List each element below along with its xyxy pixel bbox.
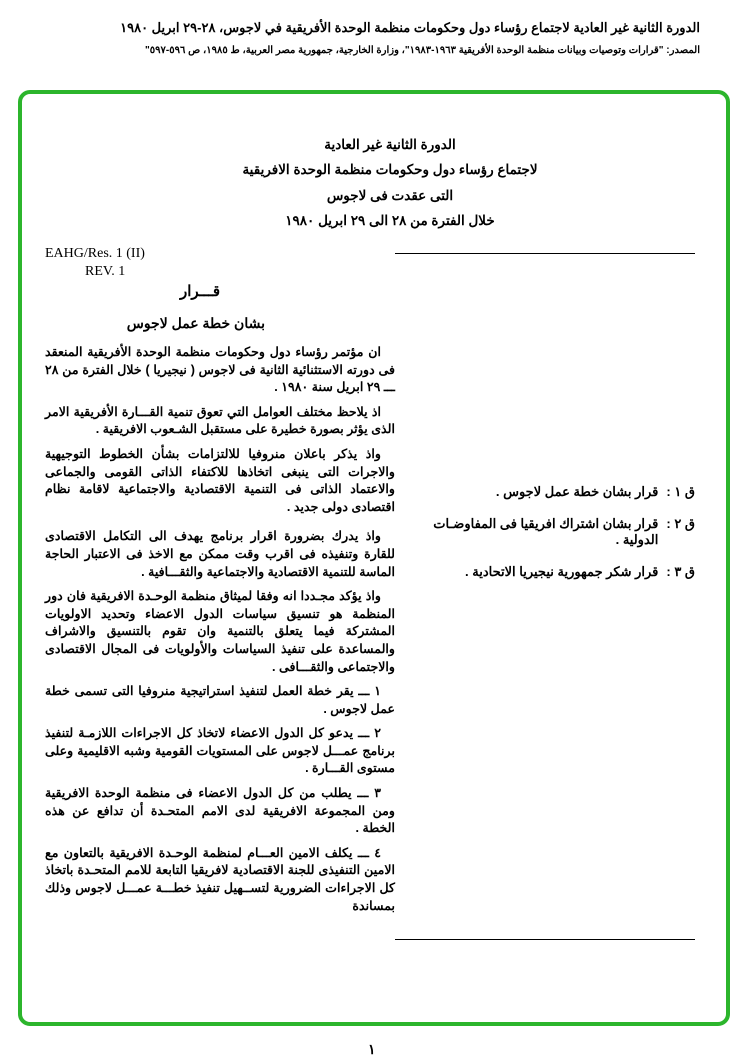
decision-subject: بشان خطة عمل لاجوس: [126, 315, 265, 331]
divider-bottom: [395, 939, 695, 940]
paragraph: واذ يذكر باعلان منروفيا للالتزامات بشأن الخطوط التوجيهية والاجرات التى ينبغى اتخاذها للاكتفاء الذاتى القومى والجماعى والاعتماد الذاتى فى التنمية الاقتصادية والاجتماعية لاقامة نظام اقتصادى دولى جديد .: [45, 446, 395, 514]
index-number: ق ١ :: [666, 484, 695, 499]
revision-label: REV. 1: [85, 264, 126, 279]
paragraph: ان مؤتمر رؤساء دول وحكومات منظمة الوحدة الأفريقية المنعقد فى دورته الاستثنائية الثانية فى لاجوس ( نيجيريا ) خلال الفترة من ٢٨ ـــ ٢٩ ابريل سنة ١٩٨٠ .: [45, 345, 395, 395]
paragraph: واذ يؤكد مجـددا انه وفقا لميثاق منظمة الوحـدة الافريقية فان دور المنظمة هو تنسيق سياسات الدول الاعضاء وتحديد الاولويات المشتركة فيما يتعلق بالتنمية وان تقوم بالتنسيق والاشراف والمساعدة على تنفيذ السياسات والأولويات فى المجال الاقتصادى والاجتماعى والثقـــافى .: [45, 589, 395, 674]
paragraph: اذ يلاحظ مختلف العوامل التي تعوق تنمية القـــارة الأفريقية الامر الذى يؤثر بصورة خطيرة على مستقبل الشـعوب الافريقية .: [45, 404, 395, 437]
doc-title-line: الدورة الثانية غير العادية: [324, 137, 456, 152]
index-item: [400, 564, 695, 580]
header-source: المصدر: "قرارات وتوصيات وبيانات منظمة الوحدة الأفريقية ١٩٦٣-١٩٨٣"، وزارة الخارجية، جمهورية مصر العربية، ط ١٩٨٥، ص ٥٩٦-٥٩٧": [145, 45, 700, 56]
index-item: [400, 516, 695, 548]
index-item: [400, 484, 695, 500]
paragraph: ٤ ـــ يكلف الامين العـــام لمنظمة الوحـدة الافريقية بالتعاون مع الامين التنفيذى للجنة الاقتصادية لافريقيا التابعة للامم المتحـدة باتخاذ كل الاجراءات الضرورية لتســهيل تنفيذ خطـــة عمـــل لاجوس وذلك بمساندة: [45, 845, 395, 913]
index-text: قرار بشان خطة عمل لاجوس .: [495, 484, 659, 499]
index-number: ق ٢ :: [666, 516, 695, 531]
divider-top: [395, 253, 695, 254]
paragraph: ٢ ـــ يدعو كل الدول الاعضاء لاتخاذ كل الاجراءات اللازمـة لتنفيذ برنامج عمـــل لاجوس على المستويات القومية وشبه الاقليمية وعلى مستوى القـــارة .: [45, 726, 395, 776]
paragraph: ٣ ـــ يطلب من كل الدول الاعضاء فى منظمة الوحدة الافريقية ومن المجموعة الافريقية لدى الامم المتحـدة أن تدافع عن هذه الخطة .: [45, 786, 395, 836]
index-number: ق ٣ :: [666, 564, 695, 579]
header-title: الدورة الثانية غير العادية لاجتماع رؤساء دول وحكومات منظمة الوحدة الأفريقية في لاجوس، ٢٨-٢٩ ابريل ١٩٨٠: [120, 20, 700, 35]
doc-title-line: خلال الفترة من ٢٨ الى ٢٩ ابريل ١٩٨٠: [285, 213, 495, 228]
doc-title-line: لاجتماع رؤساء دول وحكومات منظمة الوحدة الافريقية: [242, 162, 538, 177]
index-text: قرار بشان اشتراك افريقيا فى المفاوضـات الدولية .: [433, 516, 659, 547]
doc-title-line: التى عقدت فى لاجوس: [326, 188, 454, 203]
decision-heading: قـــرار: [179, 283, 221, 300]
resolution-body: [45, 344, 395, 922]
resolutions-index: [400, 484, 695, 596]
paragraph: ١ ـــ يقر خطة العمل لتنفيذ استراتيجية منروفيا التى تسمى خطة عمل لاجوس .: [45, 684, 395, 716]
resolution-reference: EAHG/Res. 1 (II): [45, 246, 145, 261]
index-text: قرار شكر جمهورية نيجيريا الاتحادية .: [465, 564, 659, 579]
page-number: ١: [368, 1041, 376, 1057]
paragraph: واذ يدرك بضرورة اقرار برنامج يهدف الى التكامل الاقتصادى للقارة وتنفيذه فى اقرب وقت ممكن مع الاخذ فى الاعتبار الحاجة الماسة للتنمية الاقتصادية والاجتماعية والثقـــافية .: [45, 529, 395, 579]
